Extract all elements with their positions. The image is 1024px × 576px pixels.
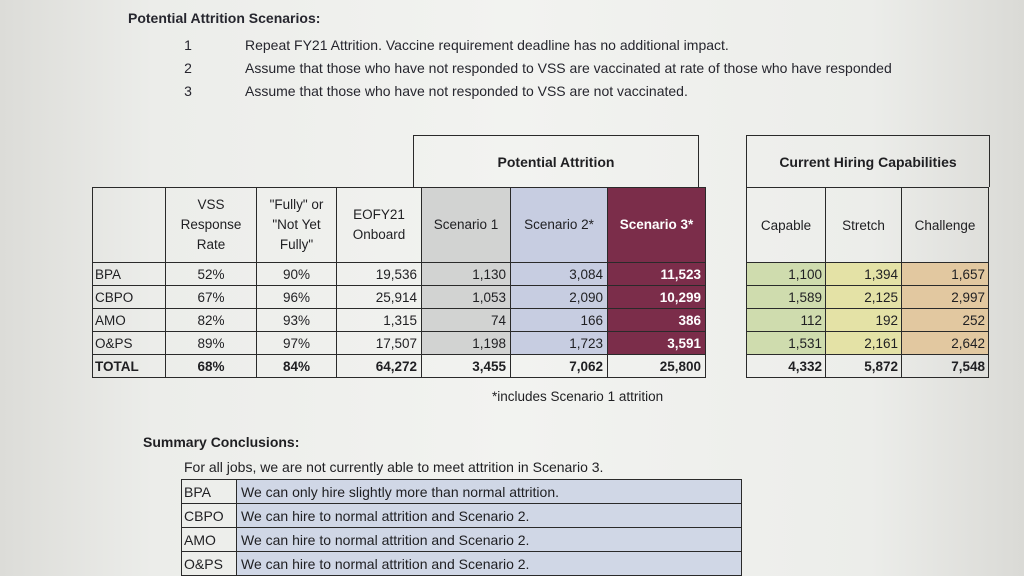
scenario-text: Repeat FY21 Attrition. Vaccine requirement deadline has no additional impact. — [245, 37, 729, 53]
cell-challenge: 2,997 — [902, 286, 989, 309]
cell-stretch: 2,161 — [826, 332, 902, 355]
cell-fully: 93% — [257, 309, 337, 332]
header-capable: Capable — [747, 188, 826, 263]
header-empty — [93, 188, 166, 263]
cell-challenge: 252 — [902, 309, 989, 332]
header-eofy21-onboard — [337, 188, 422, 263]
cell-scenario-1: 74 — [422, 309, 511, 332]
cell-stretch: 5,872 — [826, 355, 902, 378]
header-line: Response — [180, 217, 242, 232]
cell-eofy: 19,536 — [337, 263, 422, 286]
scenario-text: Assume that those who have not responded to VSS are vaccinated at rate of those who have responded — [245, 60, 892, 76]
cell-vss-rate: 67% — [166, 286, 257, 309]
cell-eofy: 17,507 — [337, 332, 422, 355]
header-scenario-1: Scenario 1 — [422, 188, 511, 263]
cell-scenario-2: 2,090 — [511, 286, 608, 309]
summary-intro: For all jobs, we are not currently able to meet attrition in Scenario 3. — [184, 459, 604, 475]
table-row — [747, 263, 989, 286]
table-total-row — [747, 355, 989, 378]
scenario-number: 3 — [184, 83, 192, 99]
cell-scenario-2: 7,062 — [511, 355, 608, 378]
table-row — [747, 309, 989, 332]
summary-row — [182, 504, 742, 528]
header-line: Rate — [196, 237, 226, 252]
cell-vss-rate: 68% — [166, 355, 257, 378]
header-challenge: Challenge — [902, 188, 989, 263]
cell-fully: 96% — [257, 286, 337, 309]
summary-code: BPA — [182, 480, 237, 504]
header-fully-vaccinated — [257, 188, 337, 263]
table-header-row — [93, 188, 706, 263]
footnote: *includes Scenario 1 attrition — [492, 389, 664, 404]
cell-scenario-1: 3,455 — [422, 355, 511, 378]
scenario-number: 1 — [184, 37, 192, 53]
hiring-capabilities-header: Current Hiring Capabilities — [746, 135, 990, 187]
cell-capable: 4,332 — [747, 355, 826, 378]
summary-text: We can hire to normal attrition and Scenario 2. — [237, 552, 742, 576]
scenario-number: 2 — [184, 60, 192, 76]
summary-code: CBPO — [182, 504, 237, 528]
table-row — [747, 286, 989, 309]
cell-scenario-2: 166 — [511, 309, 608, 332]
summary-code: AMO — [182, 528, 237, 552]
summary-row — [182, 552, 742, 576]
cell-capable: 1,100 — [747, 263, 826, 286]
potential-attrition-header: Potential Attrition — [413, 135, 699, 187]
cell-fully: 84% — [257, 355, 337, 378]
header-stretch: Stretch — [826, 188, 902, 263]
cell-challenge: 7,548 — [902, 355, 989, 378]
cell-scenario-1: 1,198 — [422, 332, 511, 355]
summary-row — [182, 528, 742, 552]
row-label: AMO — [93, 309, 166, 332]
cell-scenario-3: 25,800 — [608, 355, 706, 378]
header-line: VSS — [197, 197, 225, 212]
cell-vss-rate: 89% — [166, 332, 257, 355]
cell-stretch: 1,394 — [826, 263, 902, 286]
row-label: BPA — [93, 263, 166, 286]
cell-capable: 1,531 — [747, 332, 826, 355]
summary-row — [182, 480, 742, 504]
header-scenario-3: Scenario 3* — [608, 188, 706, 263]
table-header-row — [747, 188, 989, 263]
cell-stretch: 192 — [826, 309, 902, 332]
cell-vss-rate: 52% — [166, 263, 257, 286]
cell-scenario-3: 3,591 — [608, 332, 706, 355]
cell-scenario-1: 1,053 — [422, 286, 511, 309]
cell-capable: 1,589 — [747, 286, 826, 309]
table-row — [93, 263, 706, 286]
table-total-row — [93, 355, 706, 378]
table-row — [747, 332, 989, 355]
cell-eofy: 64,272 — [337, 355, 422, 378]
header-line: "Not Yet — [272, 217, 321, 232]
cell-scenario-2: 1,723 — [511, 332, 608, 355]
table-row — [93, 286, 706, 309]
cell-capable: 112 — [747, 309, 826, 332]
summary-text: We can hire to normal attrition and Scenario 2. — [237, 504, 742, 528]
scenario-text: Assume that those who have not responded to VSS are not vaccinated. — [245, 83, 688, 99]
summary-text: We can hire to normal attrition and Scenario 2. — [237, 528, 742, 552]
summary-text: We can only hire slightly more than normal attrition. — [237, 480, 742, 504]
cell-scenario-1: 1,130 — [422, 263, 511, 286]
cell-vss-rate: 82% — [166, 309, 257, 332]
row-label: TOTAL — [93, 355, 166, 378]
cell-fully: 97% — [257, 332, 337, 355]
summary-code: O&PS — [182, 552, 237, 576]
header-vss-response-rate — [166, 188, 257, 263]
cell-fully: 90% — [257, 263, 337, 286]
attrition-table — [92, 187, 706, 378]
header-line: Onboard — [352, 227, 406, 242]
hiring-table — [746, 187, 989, 378]
scenarios-title: Potential Attrition Scenarios: — [128, 10, 321, 26]
table-row — [93, 332, 706, 355]
row-label: CBPO — [93, 286, 166, 309]
header-line: EOFY21 — [353, 207, 405, 222]
cell-challenge: 1,657 — [902, 263, 989, 286]
cell-scenario-2: 3,084 — [511, 263, 608, 286]
cell-scenario-3: 10,299 — [608, 286, 706, 309]
cell-eofy: 1,315 — [337, 309, 422, 332]
header-scenario-2: Scenario 2* — [511, 188, 608, 263]
cell-stretch: 2,125 — [826, 286, 902, 309]
cell-eofy: 25,914 — [337, 286, 422, 309]
cell-scenario-3: 11,523 — [608, 263, 706, 286]
row-label: O&PS — [93, 332, 166, 355]
header-line: Fully" — [279, 237, 314, 252]
header-line: "Fully" or — [269, 197, 324, 212]
summary-title: Summary Conclusions: — [143, 434, 300, 450]
table-row — [93, 309, 706, 332]
cell-challenge: 2,642 — [902, 332, 989, 355]
cell-scenario-3: 386 — [608, 309, 706, 332]
summary-table — [181, 479, 742, 576]
